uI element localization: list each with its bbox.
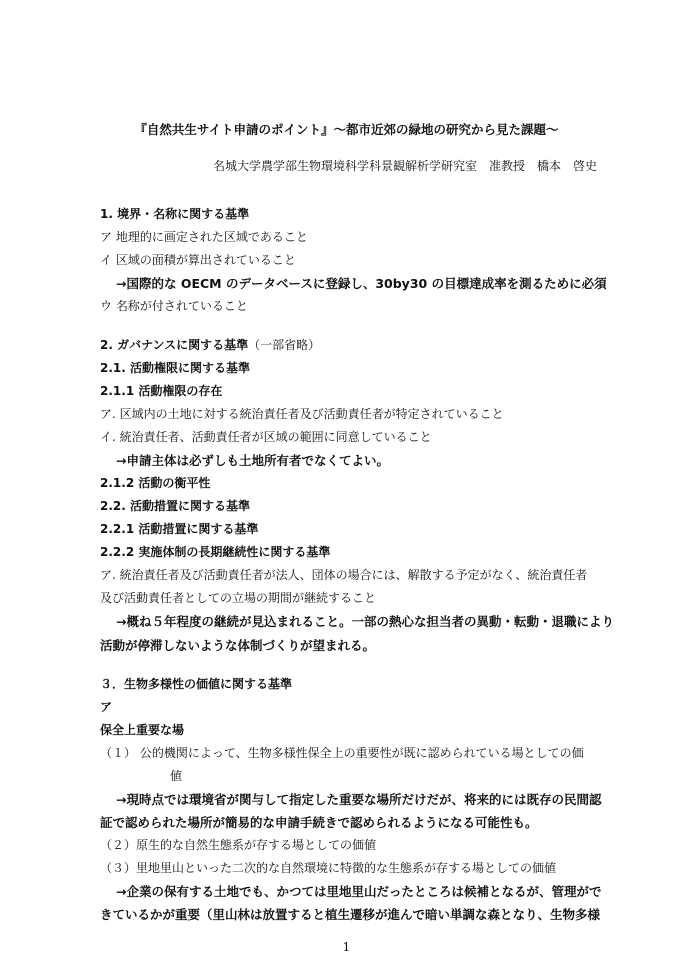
section-2-1-1-heading: 2.1.1 活動権限の存在 bbox=[100, 384, 223, 398]
section-2-2-2-note-line1: →概ね５年程度の継続が見込まれること。一部の熱心な担当者の異動・転動・退職により bbox=[116, 614, 614, 629]
section-3-item-2: （２）原生的な自然生態系が存する場としての価値 bbox=[100, 838, 377, 852]
section-2-2-2-note-line2: 活動が停滞しないような体制づくりが望まれる。 bbox=[100, 638, 376, 653]
section-2-2-1-heading: 2.2.1 活動措置に関する基準 bbox=[100, 522, 259, 536]
page-number: 1 bbox=[342, 940, 351, 954]
section-2-1-1-item-i: イ. 統治責任者、活動責任者が区域の範囲に同意していること bbox=[100, 430, 432, 444]
section-1-heading: 1. 境界・名称に関する基準 bbox=[100, 207, 250, 221]
section-1-note: →国際的な OECM のデータベースに登録し、30by30 の目標達成率を測るために必須 bbox=[116, 276, 607, 291]
section-2-1-heading: 2.1. 活動権限に関する基準 bbox=[100, 361, 250, 375]
section-3-note-2-line1: →企業の保有する土地でも、かつては里地里山だったところは候補となるが、管理がで bbox=[116, 884, 602, 899]
section-3-note-1-line2: 証で認められた場所が簡易的な申請手続きで認められるようになる可能性も。 bbox=[100, 815, 538, 830]
section-3-item-1-line2: 値 bbox=[170, 769, 183, 783]
section-2-2-2-item-a-line1: ア. 統治責任者及び活動責任者が法人、団体の場合には、解散する予定がなく、統治責任者 bbox=[100, 568, 588, 582]
section-2-1-1-item-a: ア. 区域内の土地に対する統治責任者及び活動責任者が特定されていること bbox=[100, 407, 504, 421]
section-2-2-2-heading: 2.2.2 実施体制の長期継続性に関する基準 bbox=[100, 545, 331, 559]
section-2-1-1-note: →申請主体は必ずしも土地所有者でなくてよい。 bbox=[116, 453, 389, 468]
section-3-note-1-line1: →現時点では環境省が関与して指定した重要な場所だけだが、将来的には既存の民間認 bbox=[116, 792, 602, 807]
section-3-heading: ３．生物多様性の価値に関する基準 bbox=[100, 677, 293, 691]
author-line: 名城大学農学部生物環境科学科景観解析学研究室 准教授 橋本 啓史 bbox=[212, 159, 597, 173]
section-2-1-2-heading: 2.1.2 活動の衡平性 bbox=[100, 476, 211, 490]
section-3-note-2-line2: きているかが重要（里山林は放置すると植生遷移が進んで暗い単調な森となり、生物多様 bbox=[100, 907, 601, 922]
section-2-heading bbox=[100, 336, 320, 353]
section-1-item-a: ア 地理的に画定された区域であること bbox=[100, 230, 308, 244]
section-3-item-3: （３）里地里山といった二次的な自然環境に特徴的な生態系が存する場としての価値 bbox=[100, 861, 557, 875]
section-2-2-2-item-a-line2: 及び活動責任者としての立場の期間が継続すること bbox=[100, 591, 377, 605]
section-2-heading-note: （一部省略） bbox=[248, 338, 321, 352]
section-1-item-i: イ 区域の面積が算出されていること bbox=[100, 253, 296, 267]
section-1-item-u: ウ 名称が付されていること bbox=[100, 299, 248, 313]
section-3-item-1-line1: （１） 公的機関によって、生物多様性保全上の重要性が既に認められている場としての価 bbox=[100, 746, 584, 760]
section-3-subheading: 保全上重要な場 bbox=[100, 723, 185, 737]
section-3-item-a: ア bbox=[100, 700, 113, 714]
document-title: 『自然共生サイト申請のポイント』～都市近郊の緑地の研究から見た課題～ bbox=[134, 122, 559, 137]
section-2-heading-text: 2. ガバナンスに関する基準 bbox=[100, 338, 249, 352]
section-2-2-heading: 2.2. 活動措置に関する基準 bbox=[100, 499, 250, 513]
